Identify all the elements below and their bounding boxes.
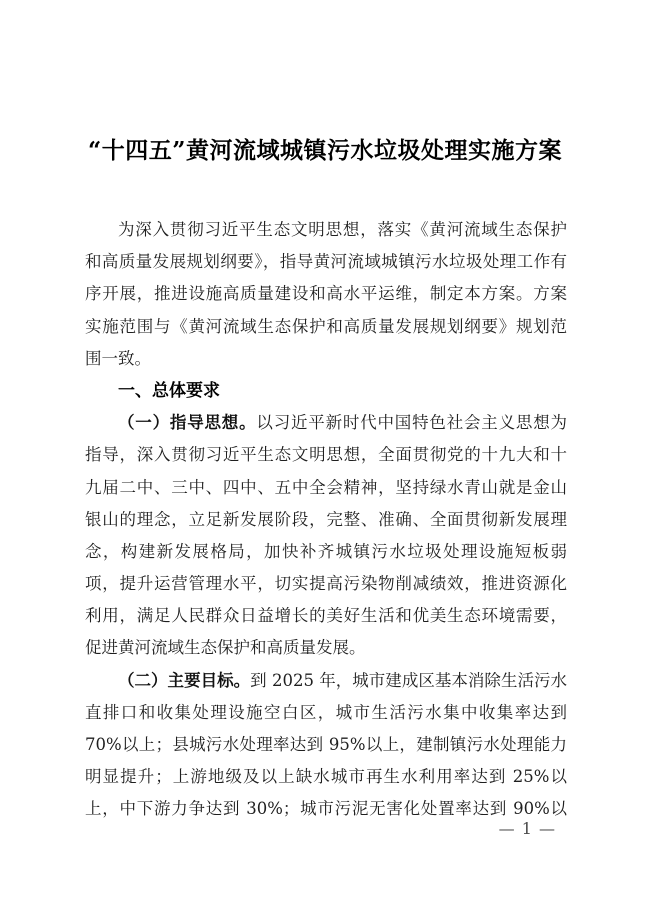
clause-lead: （二）主要目标。 xyxy=(118,670,251,690)
clause-text: 到 2025 年，城市建成区基本消除生活污水 xyxy=(250,670,567,690)
clause-lead: （一）指导思想。 xyxy=(118,413,257,433)
clause-line: 利用，满足人民群众日益增长的美好生活和优美生态环境需要， xyxy=(85,606,567,626)
clause-line: 指导，深入贯彻习近平生态文明思想，全面贯彻党的十九大和十 xyxy=(85,445,567,465)
clause-line xyxy=(85,407,567,439)
intro-line: 序开展，推进设施高质量建设和高水平运维，制定本方案。方案 xyxy=(85,284,567,304)
clause-line: 九届二中、三中、四中、五中全会精神，坚持绿水青山就是金山 xyxy=(85,477,567,497)
document-body xyxy=(85,214,567,826)
clause-line: 直排口和收集处理设施空白区，城市生活污水集中收集率达到 xyxy=(85,702,567,722)
clause-text: 以习近平新时代中国特色社会主义思想为 xyxy=(256,413,567,433)
clause-line xyxy=(85,665,567,697)
intro-line: 围一致。 xyxy=(85,348,151,368)
clause-line: 上，中下游力争达到 30%；城市污泥无害化处置率达到 90%以 xyxy=(85,799,567,819)
clause-line: 项，提升运营管理水平，切实提高污染物削减绩效，推进资源化 xyxy=(85,574,567,594)
intro-line: 为深入贯彻习近平生态文明思想，落实《黄河流域生态保护 xyxy=(118,220,567,239)
clause-line: 明显提升；上游地级及以上缺水城市再生水利用率达到 25%以 xyxy=(85,767,567,787)
clause-line: 念，构建新发展格局，加快补齐城镇污水垃圾处理设施短板弱 xyxy=(85,541,567,561)
intro-line: 和高质量发展规划纲要》，指导黄河流域城镇污水垃圾处理工作有 xyxy=(85,252,567,272)
document-title: “十四五”黄河流域城镇污水垃圾处理实施方案 xyxy=(88,137,562,164)
section-heading: 一、总体要求 xyxy=(118,380,220,401)
intro-line: 实施范围与《黄河流域生态保护和高质量发展规划纲要》规划范 xyxy=(85,316,567,336)
page-number: — 1 — xyxy=(498,819,556,838)
clause-line: 70%以上；县城污水处理率达到 95%以上，建制镇污水处理能力 xyxy=(85,735,567,754)
clause-line: 促进黄河流域生态保护和高质量发展。 xyxy=(85,638,366,658)
clause-line: 银山的理念，立足新发展阶段，完整、准确、全面贯彻新发展理 xyxy=(85,509,567,529)
